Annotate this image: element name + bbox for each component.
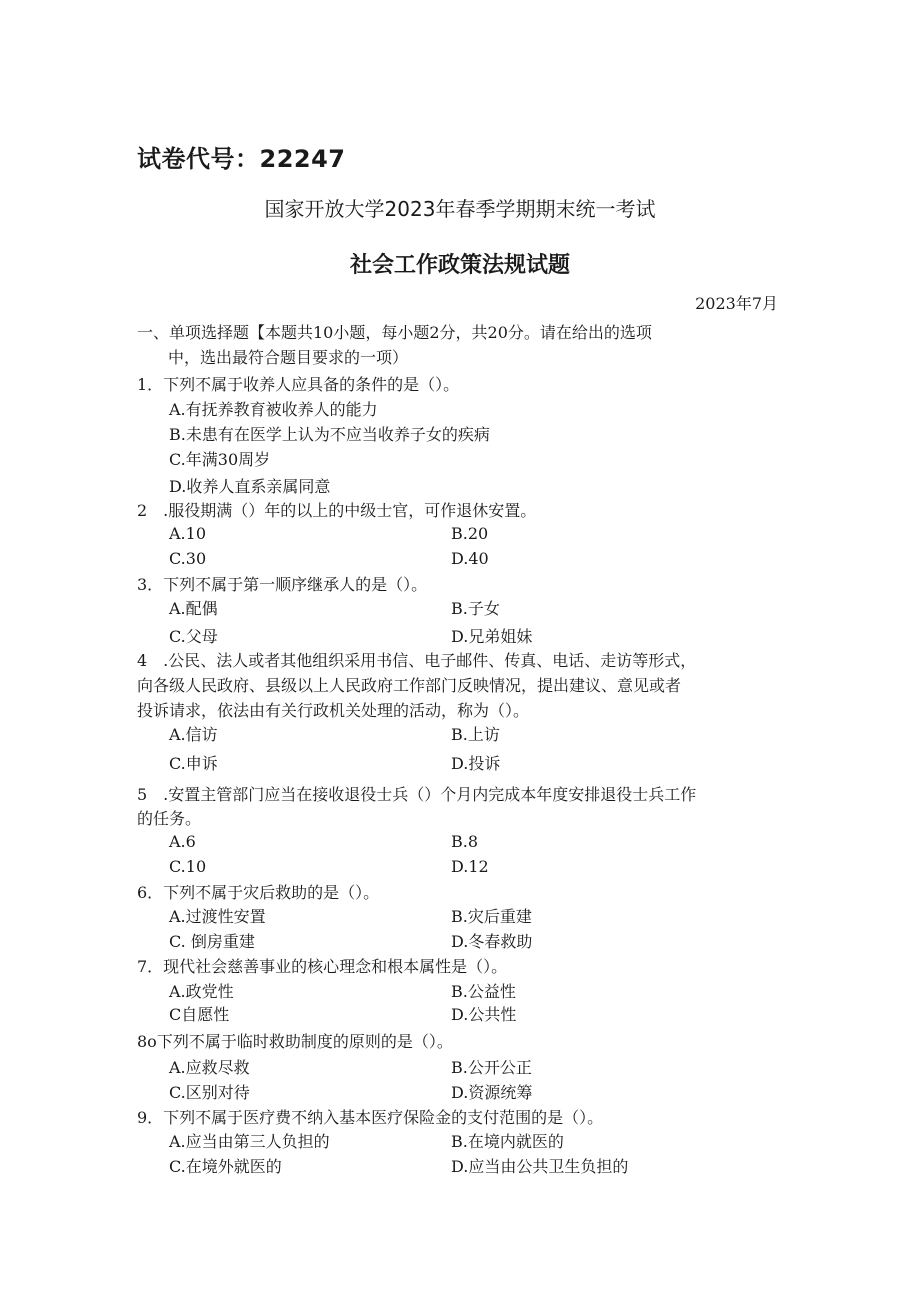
option-d: D.兄弟姐妹 [451,627,533,646]
option-c: C自愿性 [169,1005,230,1024]
option-d: D.冬春救助 [451,932,533,951]
exam-date: 2023年7月 [695,294,778,313]
option-c: C. 倒房重建 [169,932,255,951]
question-stem: 9．下列不属于医疗费不纳入基本医疗保险金的支付范围的是（）。 [137,1108,604,1127]
option-b: B.子女 [451,599,500,618]
option-b: B.上访 [451,725,500,744]
option-a: A.过渡性安置 [169,907,266,926]
question-stem: 3．下列不属于第一顺序继承人的是（）。 [137,575,428,594]
option-a: A.有抚养教育被收养人的能力 [169,400,378,419]
paper-title: 社会工作政策法规试题 [349,253,570,278]
option-a: A.配偶 [169,599,218,618]
question-stem: 1．下列不属于收养人应具备的条件的是（）。 [137,375,460,394]
option-b: B.8 [451,832,479,851]
question-stem: 6．下列不属于灾后救助的是（）。 [137,883,380,902]
option-c: C.年满30周岁 [169,450,271,469]
option-d: D.40 [451,549,489,568]
exam-name: 国家开放大学2023年春季学期期末统一考试 [264,197,656,221]
exam-code: 试卷代号：22247 [137,145,346,173]
option-a: A.政党性 [169,982,234,1001]
option-b: B.未患有在医学上认为不应当收养子女的疾病 [169,425,490,444]
option-d: D.资源统筹 [451,1083,533,1102]
option-c: C.10 [169,857,207,876]
option-c: C.在境外就医的 [169,1157,282,1176]
question-stem: 8o下列不属于临时救助制度的原则的是（）。 [137,1032,453,1051]
option-b: B.公益性 [451,982,516,1001]
option-b: B.灾后重建 [451,907,532,926]
question-stem: 4 .公民、法人或者其他组织采用书信、电子邮件、传真、电话、走访等形式， [137,651,697,670]
option-c: C.申诉 [169,754,218,773]
question-stem: 的任务。 [137,809,202,828]
option-a: A.信访 [169,725,218,744]
option-b: B.在境内就医的 [451,1132,564,1151]
question-stem: 向各级人民政府、县级以上人民政府工作部门反映情况，提出建议、意见或者 [137,676,682,695]
section-heading-line: 中，选出最符合题目要求的一项） [168,348,409,367]
option-d: D.12 [451,857,489,876]
option-d: D.应当由公共卫生负担的 [451,1157,629,1176]
option-b: B.公开公正 [451,1058,532,1077]
option-d: D.公共性 [451,1005,517,1024]
option-c: C.区别对待 [169,1083,250,1102]
option-d: D.收养人直系亲属同意 [169,477,331,496]
option-c: C.30 [169,549,207,568]
question-stem: 5 .安置主管部门应当在接收退役士兵（）个月内完成本年度安排退役士兵工作 [137,785,697,804]
question-stem: 7．现代社会慈善事业的核心理念和根本属性是（）。 [137,957,508,976]
question-stem: 投诉请求，依法由有关行政机关处理的活动，称为（）。 [137,701,530,720]
question-stem: 2 .服役期满（）年的以上的中级士官，可作退休安置。 [137,501,537,520]
option-c: C.父母 [169,627,218,646]
option-b: B.20 [451,524,489,543]
section-heading-line: 一、单项选择题【本题共10小题，每小题2分，共20分。请在给出的选项 [137,323,652,342]
option-a: A.6 [169,832,196,851]
option-a: A.应当由第三人负担的 [169,1132,330,1151]
option-a: A.应救尽救 [169,1058,250,1077]
option-d: D.投诉 [451,754,501,773]
option-a: A.10 [169,524,206,543]
